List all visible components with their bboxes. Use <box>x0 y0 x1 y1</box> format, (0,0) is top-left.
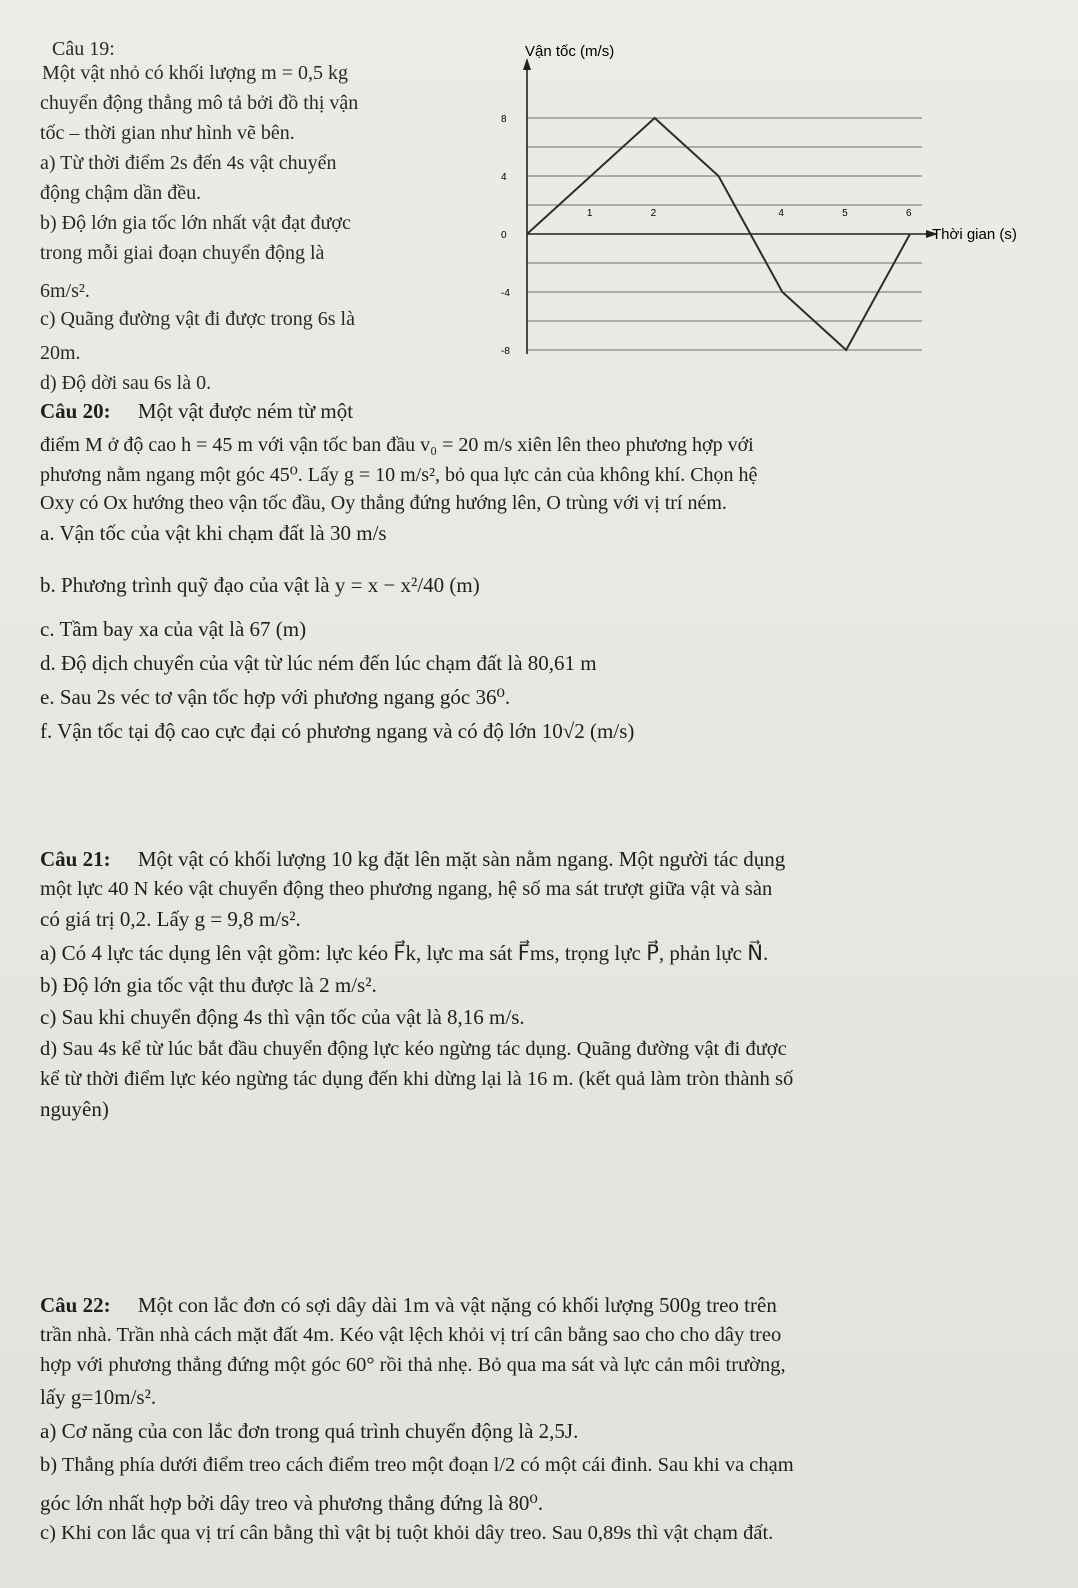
q20-line: d. Độ dịch chuyển của vật từ lúc ném đến lúc chạm đất là 80,61 m <box>40 651 597 675</box>
y-tick-labels <box>501 114 510 357</box>
q21-line: b) Độ lớn gia tốc vật thu được là 2 m/s². <box>40 973 377 997</box>
q19-line: chuyển động thẳng mô tả bởi đồ thị vận <box>40 92 359 114</box>
x-tick-label: 2 <box>650 208 657 219</box>
q22-line: góc lớn nhất hợp bởi dây treo và phương thẳng đứng là 80⁰. <box>40 1491 544 1515</box>
q19-line: tốc – thời gian như hình vẽ bên. <box>40 122 295 144</box>
q22-line: hợp với phương thẳng đứng một góc 60° rồi thả nhẹ. Bỏ qua ma sát và lực cản môi trường, <box>40 1354 786 1376</box>
q21-label: Câu 21: <box>40 847 111 871</box>
q19-line: trong mỗi giai đoạn chuyển động là <box>40 242 325 264</box>
q19-line: Một vật nhỏ có khối lượng m = 0,5 kg <box>42 62 349 84</box>
velocity-time-chart <box>455 40 1045 380</box>
y-tick-label: -4 <box>501 288 510 299</box>
q21-line: Một vật có khối lượng 10 kg đặt lên mặt sàn nằm ngang. Một người tác dụng <box>137 847 786 871</box>
q22-label: Câu 22: <box>40 1293 111 1317</box>
q19-line: c) Quãng đường vật đi được trong 6s là <box>40 308 355 330</box>
q20-line: c. Tầm bay xa của vật là 67 (m) <box>40 617 307 641</box>
x-tick-label: 6 <box>906 208 912 219</box>
q19-line: a) Từ thời điểm 2s đến 4s vật chuyển <box>40 152 337 174</box>
q20-line: f. Vận tốc tại độ cao cực đại có phương ngang và có độ lớn 10√2 (m/s) <box>40 719 635 743</box>
y-tick-label: 8 <box>501 114 507 125</box>
q21-line: có giá trị 0,2. Lấy g = 9,8 m/s². <box>40 907 301 931</box>
q22-line: c) Khi con lắc qua vị trí cân bằng thì vật bị tuột khỏi dây treo. Sau 0,89s thì vật chạm đất. <box>40 1522 774 1544</box>
x-tick-label: 4 <box>778 208 784 219</box>
q19-label: Câu 19: <box>52 38 115 60</box>
q20-line: phương nằm ngang một góc 45⁰. Lấy g = 10 m/s², bỏ qua lực cản của không khí. Chọn hệ <box>40 464 758 486</box>
q19-line: d) Độ dời sau 6s là 0. <box>40 372 212 394</box>
chart-axes <box>523 58 938 354</box>
q19-line: 6m/s². <box>40 280 90 302</box>
x-tick-labels <box>587 208 912 219</box>
q22-line: a) Cơ năng của con lắc đơn trong quá trình chuyển động là 2,5J. <box>40 1419 579 1443</box>
y-axis-label: Vận tốc (m/s) <box>525 43 615 60</box>
q20-label: Câu 20: <box>40 399 111 423</box>
y-tick-label: 4 <box>501 172 507 183</box>
q20-line: Một vật được ném từ một <box>137 399 354 423</box>
y-tick-label: 0 <box>501 230 507 241</box>
x-tick-label: 1 <box>586 208 593 219</box>
x-tick-label: 5 <box>842 208 848 219</box>
q21-line: a) Có 4 lực tác dụng lên vật gồm: lực kéo F⃗k, lực ma sát F⃗ms, trọng lực P⃗, phản lực N⃗. <box>40 941 769 965</box>
q22-line: Một con lắc đơn có sợi dây dài 1m và vật nặng có khối lượng 500g treo trên <box>137 1293 777 1317</box>
y-tick-label: -8 <box>501 346 510 357</box>
q20-line: Oxy có Ox hướng theo vận tốc đầu, Oy thẳng đứng hướng lên, O trùng với vị trí ném. <box>40 492 727 514</box>
q21-line: d) Sau 4s kể từ lúc bắt đầu chuyển động lực kéo ngừng tác dụng. Quãng đường vật đi được <box>40 1038 787 1060</box>
q21-line: c) Sau khi chuyển động 4s thì vận tốc của vật là 8,16 m/s. <box>40 1005 525 1029</box>
q19-line: b) Độ lớn gia tốc lớn nhất vật đạt được <box>40 212 351 234</box>
q20-line: e. Sau 2s véc tơ vận tốc hợp với phương ngang góc 36⁰. <box>40 685 511 709</box>
x-axis-label: Thời gian (s) <box>932 226 1017 243</box>
q20-line: điểm M ở độ cao h = 45 m với vận tốc ban đầu v₀ = 20 m/s xiên lên theo phương hợp với <box>40 434 754 456</box>
q22-line: b) Thẳng phía dưới điểm treo cách điểm treo một đoạn l/2 có một cái đinh. Sau khi va chạm <box>40 1454 794 1476</box>
q21-line: kể từ thời điểm lực kéo ngừng tác dụng đến khi dừng lại là 16 m. (kết quả làm tròn thành số <box>40 1068 794 1090</box>
q21-line: nguyên) <box>40 1097 109 1121</box>
q21-line: một lực 40 N kéo vật chuyển động theo phương ngang, hệ số ma sát trượt giữa vật và sàn <box>40 878 773 900</box>
q19-line: 20m. <box>40 342 81 364</box>
q20-line: a. Vận tốc của vật khi chạm đất là 30 m/s <box>40 521 387 545</box>
q22-line: lấy g=10m/s². <box>40 1385 157 1409</box>
q22-line: trần nhà. Trần nhà cách mặt đất 4m. Kéo vật lệch khỏi vị trí cân bằng sao cho cho dây treo <box>40 1324 782 1346</box>
q19-line: động chậm dần đều. <box>40 182 202 204</box>
q20-line: b. Phương trình quỹ đạo của vật là y = x − x²/40 (m) <box>40 573 480 597</box>
